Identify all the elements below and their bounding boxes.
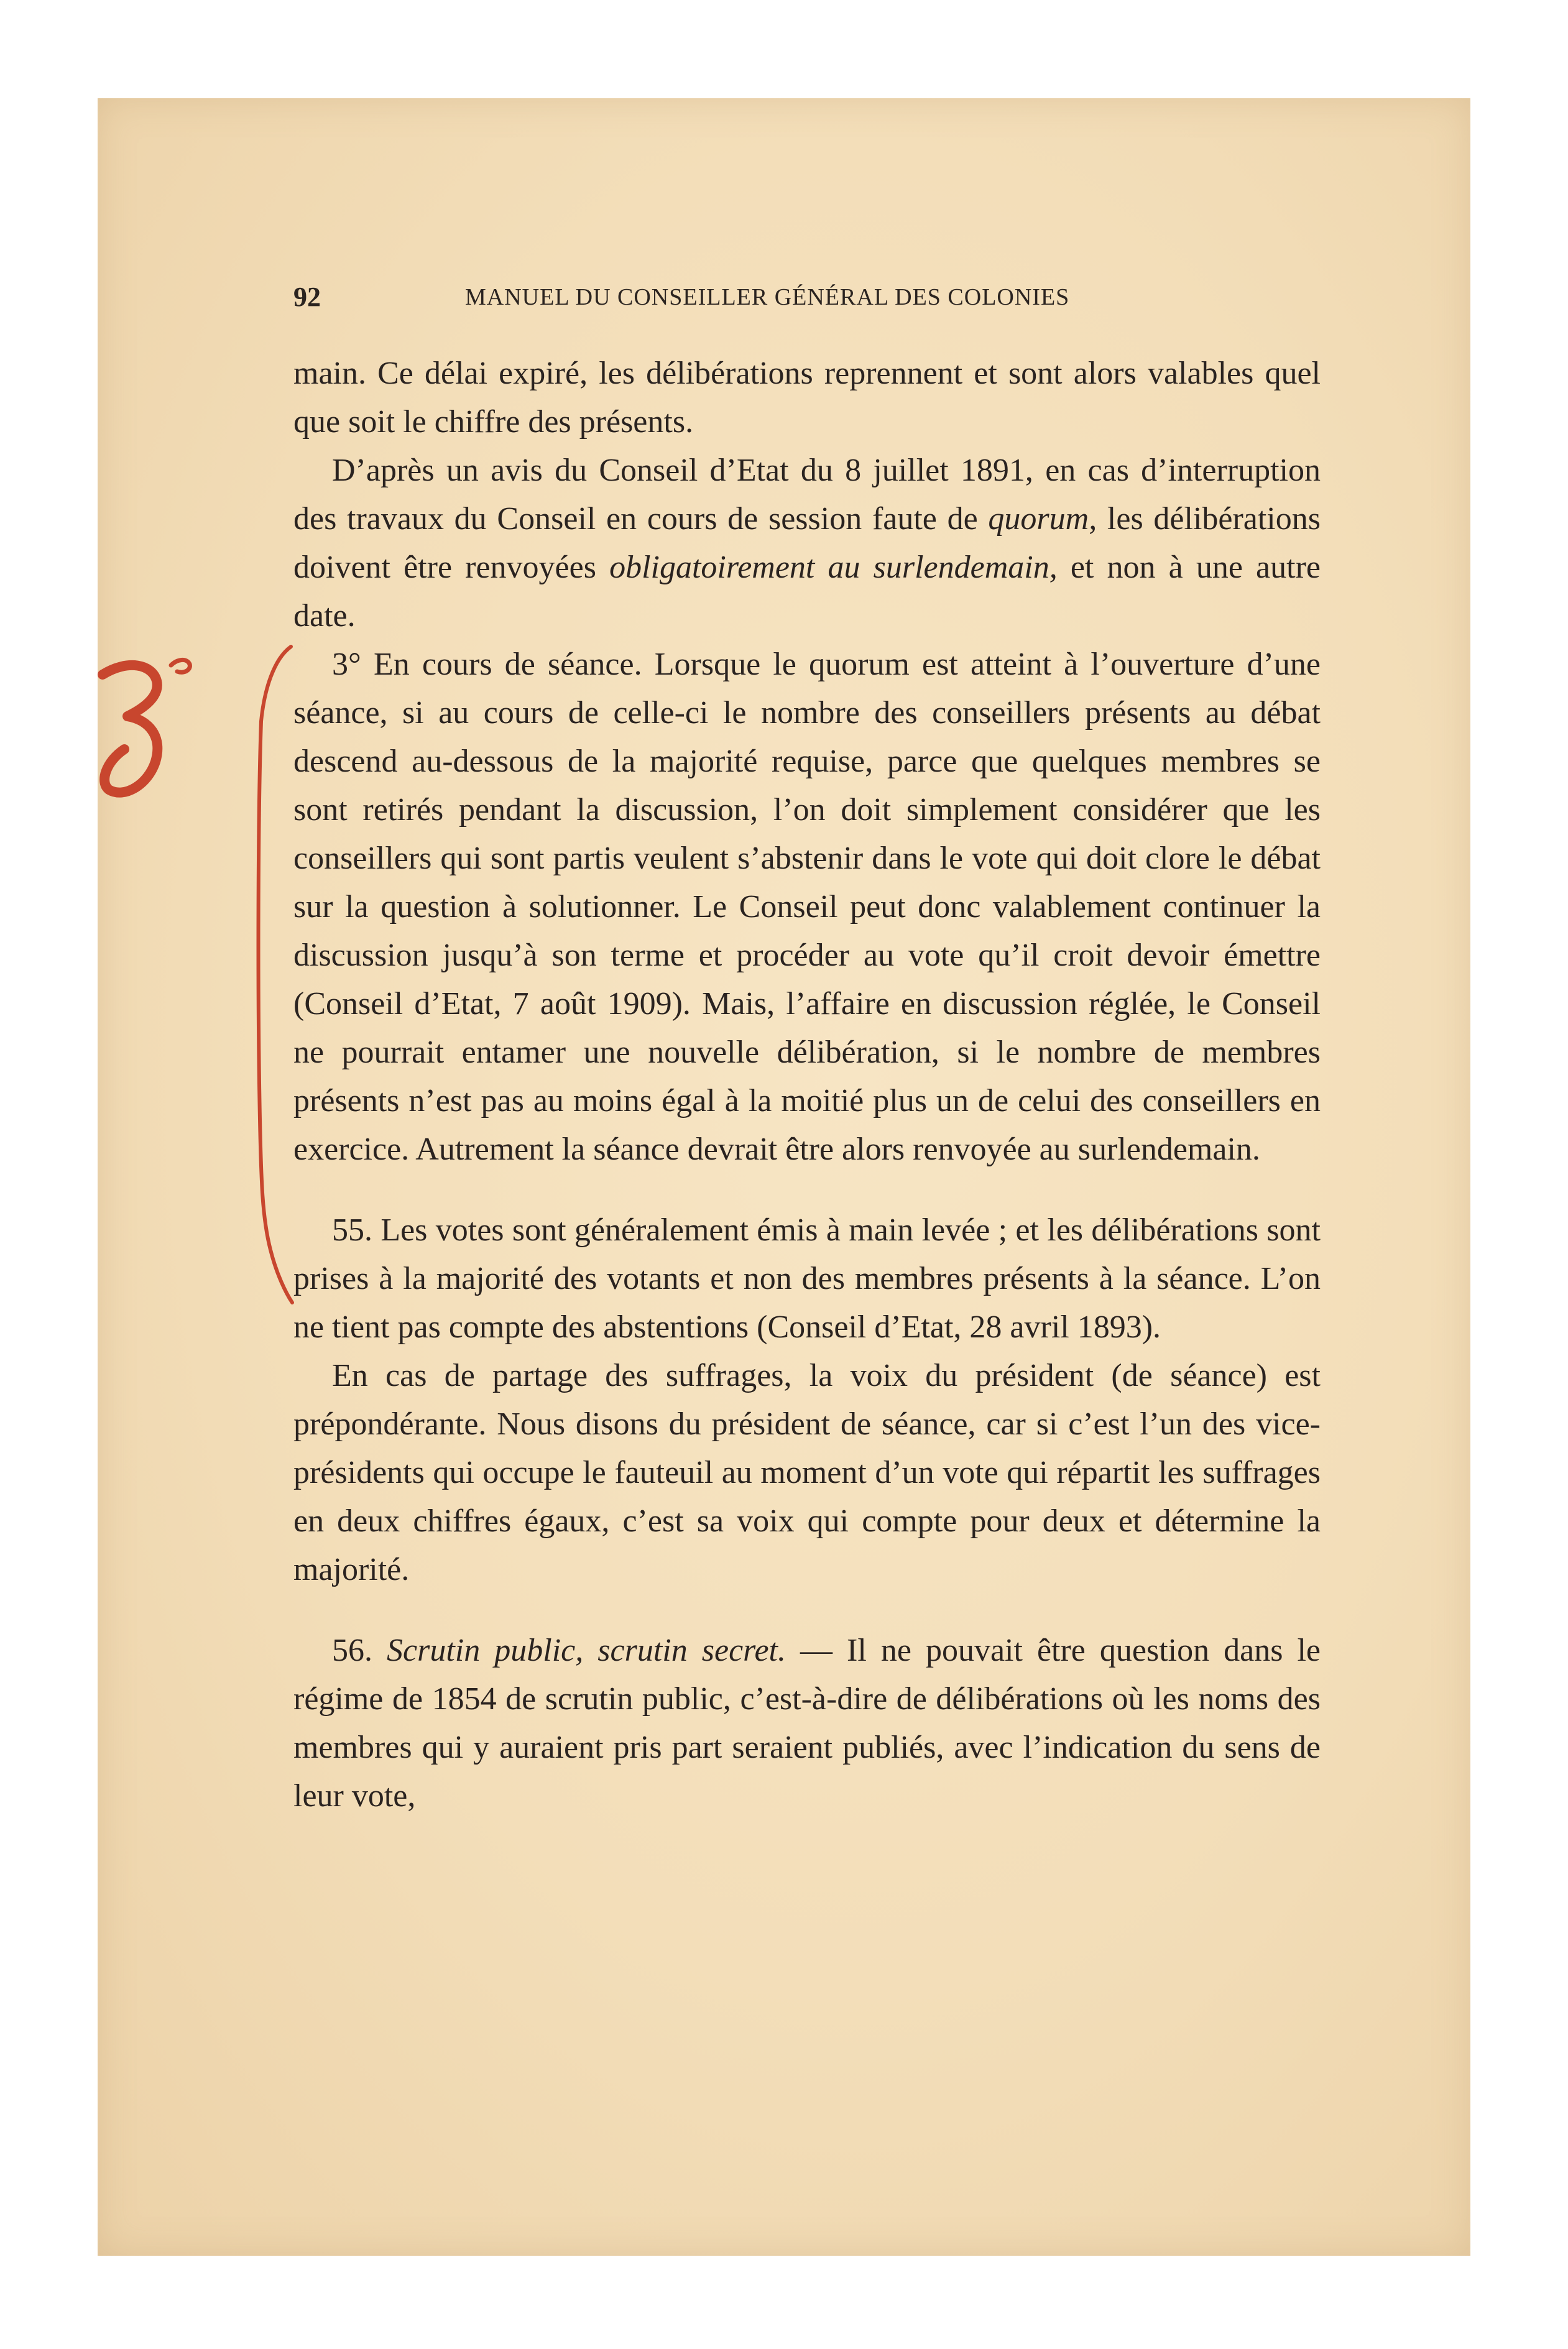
paragraph-text: — Il ne pouvait être question dans le régime de 1854 de scrutin public, c’est-à-dire de délibérations où les noms des membres qui y auraient pris part seraient publiés, avec l’indication du sens de leur vote, <box>293 1633 1321 1814</box>
paragraph-continuation <box>293 349 1321 446</box>
italic-term-quorum: quorum, <box>988 501 1097 537</box>
paragraph-text: Les votes sont généralement émis à main levée ; et les délibérations sont prises à la majorité des votants et non des membres présents à la séance. L’on ne tient pas compte des abstentions (Conseil d’Etat, 28 avril 1893). <box>293 1212 1321 1345</box>
paragraph-conseil-avis <box>293 446 1321 640</box>
paragraph-en-cours-de-seance <box>293 640 1321 1174</box>
paragraph-number: 55. <box>332 1212 372 1248</box>
paragraph-partage-suffrages <box>293 1352 1321 1594</box>
body-text <box>293 349 1321 1821</box>
paragraph-56 <box>293 1627 1321 1821</box>
paragraph-number: 56. <box>332 1633 372 1668</box>
paragraph-text: En cas de partage des suffrages, la voix du président (de séance) est prépondérante. Nous disons du président de séance, car si c’est l’un des vice-présidents qui occupe le fauteuil au moment d’un vote qui répartit les suffrages en deux chiffres égaux, c’est sa voix qui compte pour deux et détermine la majorité. <box>293 1358 1321 1587</box>
paragraph-text: 3° En cours de séance. Lorsque le quorum est atteint à l’ouverture d’une séance, si au cours de celle-ci le nombre des conseillers présents au débat descend au-dessous de la majorité requise, parce que quelques membres se sont retirés pendant la discussion, l’on doit simplement considérer que les conseillers qui sont partis veulent s’abstenir dans le vote qui doit clore le débat sur la question à solutionner. Le Conseil peut donc valablement continuer la discussion jusqu’à son terme et procéder au vote qu’il croit devoir émettre (Conseil d’Etat, 7 août 1909). Mais, l’affaire en discussion réglée, le Conseil ne pourrait entamer une nouvelle délibération, si le nombre de membres présents n’est pas au moins égal à la moitié plus un de celui des conseillers en exercice. Autrement la séance devrait être alors renvoyée au surlendemain. <box>293 647 1321 1167</box>
section-heading: Scrutin public, scrutin secret. <box>387 1633 786 1668</box>
running-head: MANUEL DU CONSEILLER GÉNÉRAL DES COLONIES <box>465 284 1070 310</box>
paragraph-text: et non à une autre date. <box>293 550 1321 634</box>
page-number: 92 <box>293 282 321 312</box>
paragraph-text: D’après un avis du Conseil d’Etat du 8 juillet 1891, en cas d’interruption des travaux du Conseil en cours de session faute de <box>293 453 1321 537</box>
paragraph-55 <box>293 1206 1321 1352</box>
page-header <box>293 281 1319 318</box>
paragraph-text: les délibérations doivent être renvoyées <box>293 501 1321 585</box>
paragraph-text: main. Ce délai expiré, les délibérations reprennent et sont alors valables quel que soit le chiffre des présents. <box>293 356 1321 440</box>
italic-term-surlendemain: obligatoirement au surlendemain, <box>609 550 1058 585</box>
